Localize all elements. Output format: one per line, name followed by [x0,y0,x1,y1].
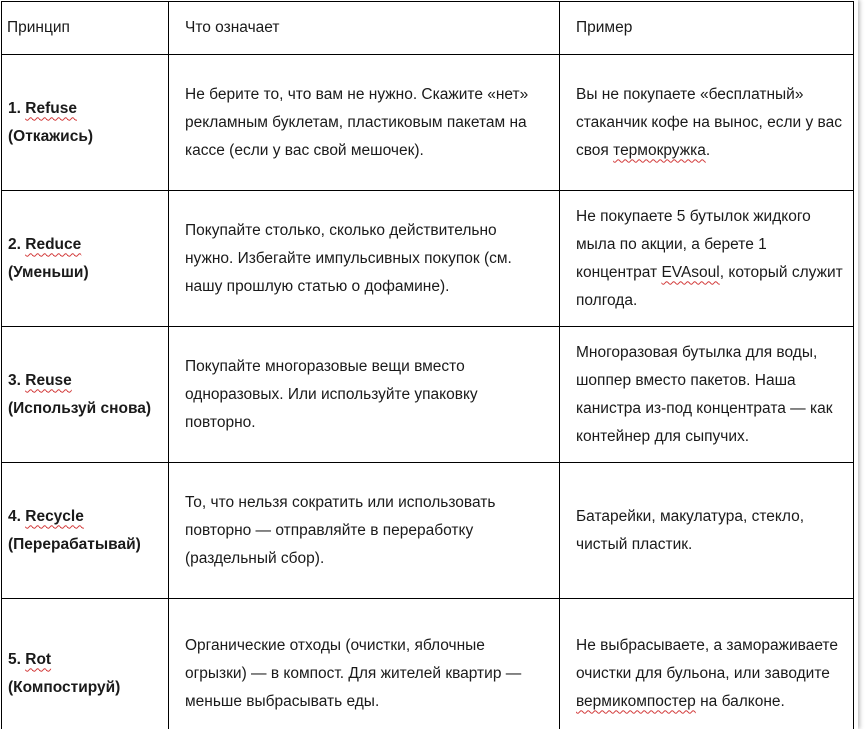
example-cell: Батарейки, макулатура, стекло, чистый пластик. [560,463,854,599]
meaning-cell: Не берите то, что вам не нужно. Скажите «нет» рекламным буклетам, пластиковым пакетам на кассе (если у вас свой мешочек). [169,55,560,191]
example-spellcheck-word: термокружка [613,141,706,159]
principle-name-en: Reuse [25,371,72,389]
principle-name-ru: (Перерабатывай) [8,535,141,553]
header-principle: Принцип [2,2,169,55]
principles-table [1,1,854,729]
table-row [2,55,854,191]
principle-number: 3. [8,371,21,389]
example-cell [560,191,854,327]
meaning-cell: Покупайте многоразовые вещи вместо одноразовых. Или используйте упаковку повторно. [169,327,560,463]
principle-name-en: Recycle [25,507,84,525]
example-cell: Многоразовая бутылка для воды, шоппер вместо пакетов. Наша канистра из-под концентрата — как контейнер для сыпучих. [560,327,854,463]
example-text: Не выбрасываете, а замораживаете очистки для бульона, или заводите [576,636,838,682]
example-spellcheck-word: EVAsoul [661,263,720,281]
example-text: Не покупаете 5 бутылок жидкого мыла по акции, а берете 1 концентрат [576,207,811,281]
principle-number: 5. [8,650,21,668]
principle-cell [2,55,169,191]
principle-number: 2. [8,235,21,253]
header-example: Пример [560,2,854,55]
example-text: Вы не покупаете «бесплатный» стаканчик кофе на вынос, если у вас своя [576,85,842,159]
principle-name-ru: (Уменьши) [8,263,89,281]
principle-cell [2,191,169,327]
table-row [2,327,854,463]
principle-cell [2,599,169,729]
example-text-end: . [705,141,711,159]
principle-number: 1. [8,99,21,117]
principle-name-en: Rot [25,650,52,668]
table-row [2,191,854,327]
principle-cell [2,327,169,463]
principle-cell [2,463,169,599]
principle-name-ru: (Используй снова) [8,399,152,417]
principle-name-ru: (Компостируй) [8,678,121,696]
principle-number: 4. [8,507,21,525]
example-cell [560,599,854,729]
meaning-cell: Покупайте столько, сколько действительно нужно. Избегайте импульсивных покупок (см. нашу прошлую статью о дофамине). [169,191,560,327]
table-row [2,599,854,729]
example-text-end: , который служит полгода. [576,263,843,309]
meaning-cell: Органические отходы (очистки, яблочные огрызки) — в компост. Для жителей квартир — меньше выбрасывать еды. [169,599,560,729]
principle-name-en: Reduce [25,235,82,253]
example-text-end: на балконе. [695,692,785,710]
table-row [2,463,854,599]
table-header-row [2,2,854,55]
principle-name-en: Refuse [25,99,77,117]
example-spellcheck-word: вермикомпостер [576,692,696,710]
meaning-cell: То, что нельзя сократить или использовать повторно — отправляйте в переработку (раздельный сбор). [169,463,560,599]
example-cell [560,55,854,191]
header-meaning: Что означает [169,2,560,55]
principle-name-ru: (Откажись) [8,127,94,145]
